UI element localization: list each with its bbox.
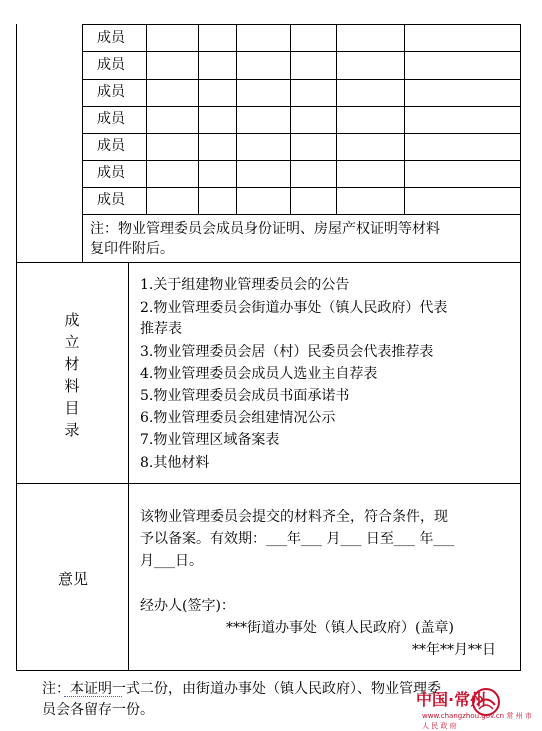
list-item: 3.物业管理委员会居（村）民委员会代表推荐表 bbox=[140, 344, 434, 360]
list-item: 8.其他材料 bbox=[140, 455, 210, 471]
materials-top-border bbox=[16, 262, 520, 263]
footer-note-line2: 员会各留存一份。 bbox=[42, 702, 154, 718]
spellcheck-underline bbox=[64, 693, 122, 697]
list-item: 7.物业管理区域备案表 bbox=[140, 432, 280, 448]
list-item: 5.物业管理委员会成员书面承诺书 bbox=[140, 388, 350, 404]
member-col-divider bbox=[82, 24, 83, 262]
watermark-logo bbox=[416, 685, 536, 730]
member-label: 成员 bbox=[97, 138, 125, 154]
member-label: 成员 bbox=[97, 84, 125, 100]
table-right-border bbox=[520, 24, 521, 670]
member-label: 成员 bbox=[97, 192, 125, 208]
table-left-border bbox=[16, 24, 17, 670]
handler-signature: 经办人(签字)： bbox=[140, 598, 235, 614]
opinion-line2: 予以备案。有效期：___年___ 月___ 日至___ 年___ bbox=[140, 531, 455, 547]
list-item: 4.物业管理委员会成员人选业主自荐表 bbox=[140, 366, 378, 382]
list-item: 6.物业管理委员会组建情况公示 bbox=[140, 410, 336, 426]
list-item: 推荐表 bbox=[140, 321, 182, 337]
opinion-top-border bbox=[16, 483, 520, 484]
opinion-date: **年**月**日 bbox=[412, 642, 496, 658]
members-note-line1: 注：物业管理委员会成员身份证明、房屋产权证明等材料 bbox=[90, 221, 440, 237]
document-page: 成员 成员 成员 成员 成员 成员 成员 注：物业管理委员会成员身份证明、房屋产权证明等材料 复印件附后。 成 立 材 料 目 录 1.关于组建物业管理委员会的公告 2.物业管理委员会街道办事处（镇人民政府）代表 推荐表 3.物业管理委员会居（村）民委员会代表推荐表 4.物业管理委员会成员人选业主自荐表 5.物业管理委员会成员书面承诺书 6.物业管理委员会组建情况公示 7.物业管理区域备案表 8.其他材料 意见 该物业管理委员会提交的材料齐全，符合条件，现 予以备案。有效期：___年___ 月___ 日至___ 年___ 月___日。 经办人(签字)： ***街道办事处（镇人民政府）(盖章) **年**月**日 注：本证明一式二份，由街道办事处（镇人民政府）、物业管理委 员会各留存一份。 中国·常州 www.changzhou.gov.cn 常 州 市 人 民 政 府 bbox=[0, 0, 542, 727]
seal-line: ***街道办事处（镇人民政府）(盖章) bbox=[226, 620, 454, 636]
label-col-divider bbox=[128, 262, 129, 670]
member-label: 成员 bbox=[97, 165, 125, 181]
footer-note-line1: 注：本证明一式二份，由街道办事处（镇人民政府）、物业管理委 bbox=[42, 681, 441, 697]
list-item: 2.物业管理委员会街道办事处（镇人民政府）代表 bbox=[140, 300, 448, 316]
members-note-line2: 复印件附后。 bbox=[90, 241, 174, 257]
opinion-line3: 月___日。 bbox=[140, 553, 203, 569]
member-label: 成员 bbox=[97, 57, 125, 73]
list-item: 1.关于组建物业管理委员会的公告 bbox=[140, 277, 350, 293]
opinion-label: 意见 bbox=[58, 570, 89, 588]
opinion-line1: 该物业管理委员会提交的材料齐全，符合条件，现 bbox=[140, 509, 448, 525]
member-label: 成员 bbox=[97, 111, 125, 127]
table-bottom-border bbox=[16, 670, 521, 671]
member-label: 成员 bbox=[97, 30, 125, 46]
watermark-title: 中国·常州 bbox=[416, 690, 487, 709]
watermark-sub: www.changzhou.gov.cn 常 州 市 人 民 政 府 bbox=[422, 712, 532, 730]
